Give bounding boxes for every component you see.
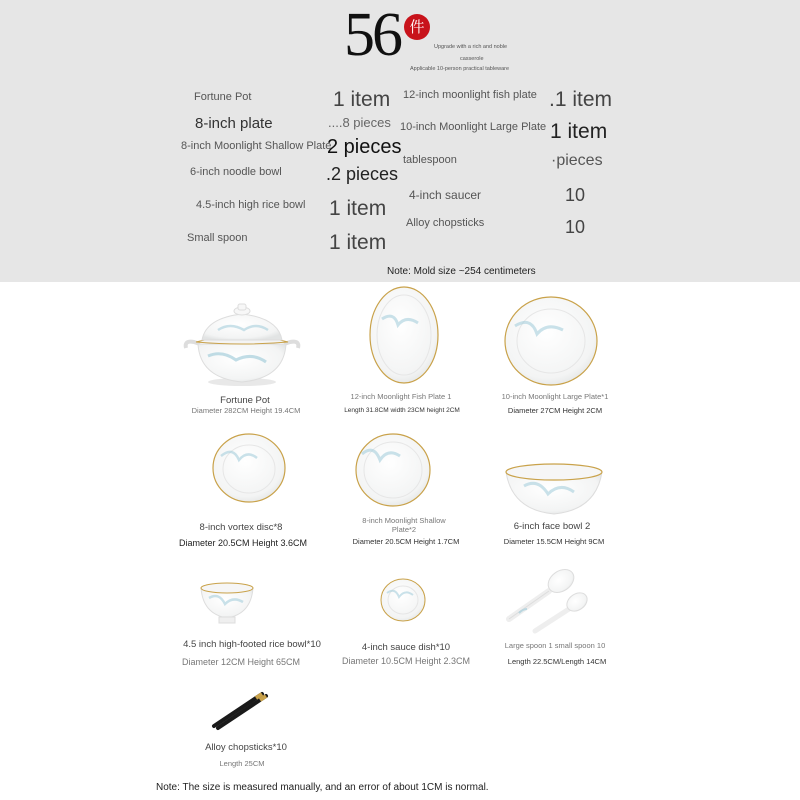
product-dims: Diameter 27CM Height 2CM	[507, 406, 603, 415]
summary-qty: ·pieces	[551, 152, 603, 169]
product-dims: Diameter 282CM Height 19.4CM	[191, 406, 301, 415]
upgrade-text-1: Upgrade with a rich and noble	[434, 44, 508, 50]
summary-qty: 10	[565, 185, 586, 205]
seal-stamp-icon: 件	[404, 14, 430, 40]
chopsticks-image	[210, 688, 270, 730]
product-dims: Diameter 10.5CM Height 2.3CM	[341, 656, 471, 666]
rice-bowl-image	[199, 580, 255, 626]
summary-qty: 2 pieces	[327, 136, 402, 158]
piece-count: 56	[344, 1, 400, 69]
shallow-plate-image	[354, 432, 432, 508]
summary-qty: .1 item	[549, 88, 613, 111]
product-name: Fortune Pot	[220, 395, 270, 406]
fortune-pot-image	[182, 300, 302, 390]
upgrade-text-2: casserole	[460, 56, 484, 62]
summary-qty: 1 item	[333, 88, 391, 111]
large-plate-image	[503, 296, 599, 386]
product-name: 10-inch Moonlight Large Plate*1	[501, 392, 609, 401]
product-name: 4.5 inch high-footed rice bowl*10	[183, 639, 321, 650]
product-name: 6-inch face bowl 2	[513, 521, 591, 532]
upgrade-text-3: Applicable 10-person practical tableware	[410, 66, 510, 72]
product-dims: Length 31.8CM width 23CM height 2CM	[344, 407, 460, 414]
summary-label: 4-inch saucer	[409, 188, 482, 202]
summary-label: Small spoon	[187, 232, 248, 244]
fish-plate-image	[368, 285, 440, 385]
product-name: 8-inch Moonlight Shallow Plate*2	[362, 516, 446, 534]
summary-qty: 1 item	[329, 231, 387, 254]
face-bowl-image	[504, 462, 604, 518]
product-dims: Diameter 20.5CM Height 3.6CM	[178, 538, 308, 548]
product-name: 12-inch Moonlight Fish Plate 1	[350, 392, 452, 401]
summary-label: 6-inch noodle bowl	[190, 166, 282, 178]
product-dims: Length 22.5CM/Length 14CM	[507, 657, 607, 666]
product-dims: Diameter 20.5CM Height 1.7CM	[352, 537, 460, 546]
summary-label: 4.5-inch high rice bowl	[196, 199, 306, 211]
sauce-dish-image	[379, 577, 427, 623]
product-dims: Diameter 15.5CM Height 9CM	[503, 537, 605, 546]
summary-label: Alloy chopsticks	[406, 217, 485, 229]
product-name: Alloy chopsticks*10	[205, 742, 287, 753]
summary-label: 10-inch Moonlight Large Plate	[400, 121, 547, 133]
vortex-disc-image	[211, 432, 287, 504]
summary-label: 8-inch plate	[195, 115, 273, 132]
summary-qty: .2 pieces	[326, 164, 399, 184]
summary-label: tablespoon	[403, 154, 457, 166]
summary-label: 12-inch moonlight fish plate	[403, 89, 537, 101]
spoons-image	[505, 565, 595, 635]
product-name: 4-inch sauce dish*10	[361, 642, 451, 653]
summary-qty: 10	[565, 217, 586, 237]
measurement-note: Note: The size is measured manually, and an error of about 1CM is normal.	[156, 782, 489, 793]
summary-qty: 1 item	[550, 120, 608, 143]
mold-size-note: Note: Mold size ~254 centimeters	[387, 266, 536, 277]
summary-label: 8-inch Moonlight Shallow Plate	[181, 140, 332, 152]
summary-qty: 1 item	[329, 197, 387, 220]
product-dims: Diameter 12CM Height 65CM	[181, 657, 301, 667]
summary-qty: ....8 pieces	[328, 115, 391, 130]
product-name: 8-inch vortex disc*8	[199, 522, 283, 533]
product-name: Large spoon 1 small spoon 10	[504, 641, 606, 650]
product-dims: Length 25CM	[219, 759, 265, 768]
summary-label: Fortune Pot	[194, 91, 252, 103]
